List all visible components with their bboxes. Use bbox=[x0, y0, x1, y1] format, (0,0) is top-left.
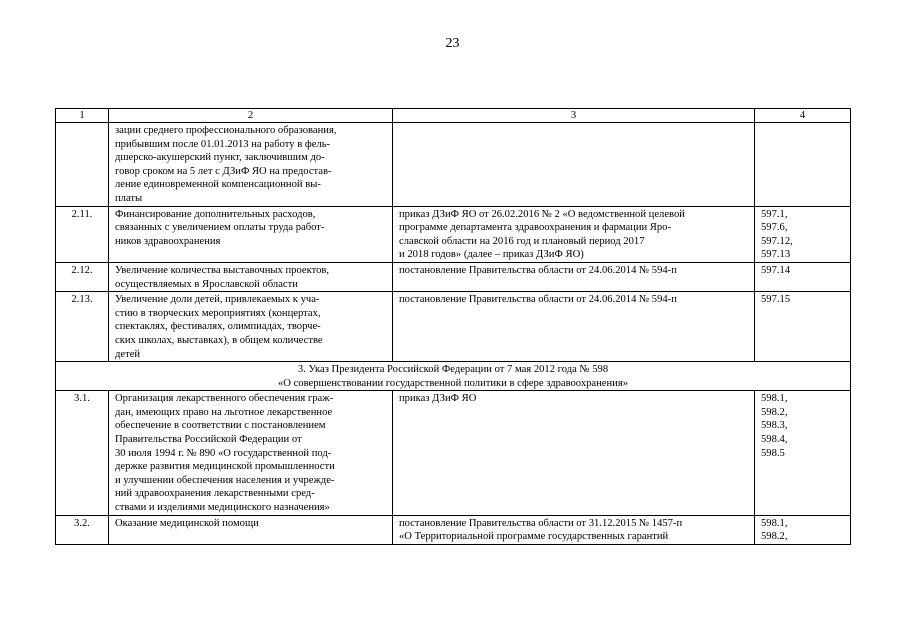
section-heading-line1: 3. Указ Президента Российской Федерации от 7 мая 2012 года № 598 bbox=[297, 364, 609, 376]
indicator-codes bbox=[755, 123, 851, 207]
page-number: 23 bbox=[445, 36, 460, 51]
column-header: 2 bbox=[109, 109, 393, 123]
table-row bbox=[56, 262, 851, 291]
measure-name: Оказание медицинской помощи bbox=[109, 515, 393, 544]
measure-name: Организация лекарственного обеспечения граж- дан, имеющих право на льготное лекарственное обеспечение в соответствии с постановлением Правительства Российской Федерации от 30 июля 1994 г. № 890 «О государственной под- держке развития медицинской промышленности и улучшении обеспечения населения и учрежде- ний здравоохранения лекарственными сред- ствами и изделиями медицинского назначения» bbox=[109, 391, 393, 515]
section-heading-line2: «О совершенствовании государственной политики в сфере здравоохранения» bbox=[277, 377, 629, 389]
row-number bbox=[56, 123, 109, 207]
measure-name: Увеличение количества выставочных проектов, осуществляемых в Ярославской области bbox=[109, 262, 393, 291]
measure-name: Увеличение доли детей, привлекаемых к уча- стию в творческих мероприятиях (концертах, спектаклях, фестивалях, олимпиадах, творче- ских школах, выставках), в общем количестве детей bbox=[109, 292, 393, 362]
section-heading bbox=[56, 362, 851, 391]
table-row bbox=[56, 206, 851, 262]
column-header: 1 bbox=[56, 109, 109, 123]
measure-name: зации среднего профессионального образования, прибывшим после 01.01.2013 на работу в фель- дшерско-акушерский пункт, заключившим до- говор сроком на 5 лет с ДЗиФ ЯО на предостав- ление единовременной компенсационной вы- платы bbox=[109, 123, 393, 207]
row-number: 2.13. bbox=[56, 292, 109, 362]
table-header-row bbox=[56, 109, 851, 123]
legal-act bbox=[393, 123, 755, 207]
indicator-codes: 597.15 bbox=[755, 292, 851, 362]
table-row bbox=[56, 292, 851, 362]
measure-name: Финансирование дополнительных расходов, связанных с увеличением оплаты труда работ- ников здравоохранения bbox=[109, 206, 393, 262]
legal-act: постановление Правительства области от 24.06.2014 № 594-п bbox=[393, 262, 755, 291]
document-table bbox=[55, 108, 851, 545]
row-number: 2.11. bbox=[56, 206, 109, 262]
indicator-codes: 598.1, 598.2, 598.3, 598.4, 598.5 bbox=[755, 391, 851, 515]
table-row bbox=[56, 391, 851, 515]
row-number: 2.12. bbox=[56, 262, 109, 291]
indicator-codes: 597.14 bbox=[755, 262, 851, 291]
row-number: 3.1. bbox=[56, 391, 109, 515]
section-header-row bbox=[56, 362, 851, 391]
legal-act: постановление Правительства области от 31.12.2015 № 1457-п «О Территориальной программе государственных гарантий bbox=[393, 515, 755, 544]
column-header: 3 bbox=[393, 109, 755, 123]
indicator-codes: 597.1, 597.6, 597.12, 597.13 bbox=[755, 206, 851, 262]
indicator-codes: 598.1, 598.2, bbox=[755, 515, 851, 544]
row-number: 3.2. bbox=[56, 515, 109, 544]
legal-act: приказ ДЗиФ ЯО bbox=[393, 391, 755, 515]
column-header: 4 bbox=[755, 109, 851, 123]
legal-act: приказ ДЗиФ ЯО от 26.02.2016 № 2 «О ведомственной целевой программе департамента здравоохранения и фармации Яро- славской области на 2016 год и плановый период 2017 и 2018 годов» (далее – приказ ДЗиФ ЯО) bbox=[393, 206, 755, 262]
legal-act: постановление Правительства области от 24.06.2014 № 594-п bbox=[393, 292, 755, 362]
table-row bbox=[56, 123, 851, 207]
table-row bbox=[56, 515, 851, 544]
